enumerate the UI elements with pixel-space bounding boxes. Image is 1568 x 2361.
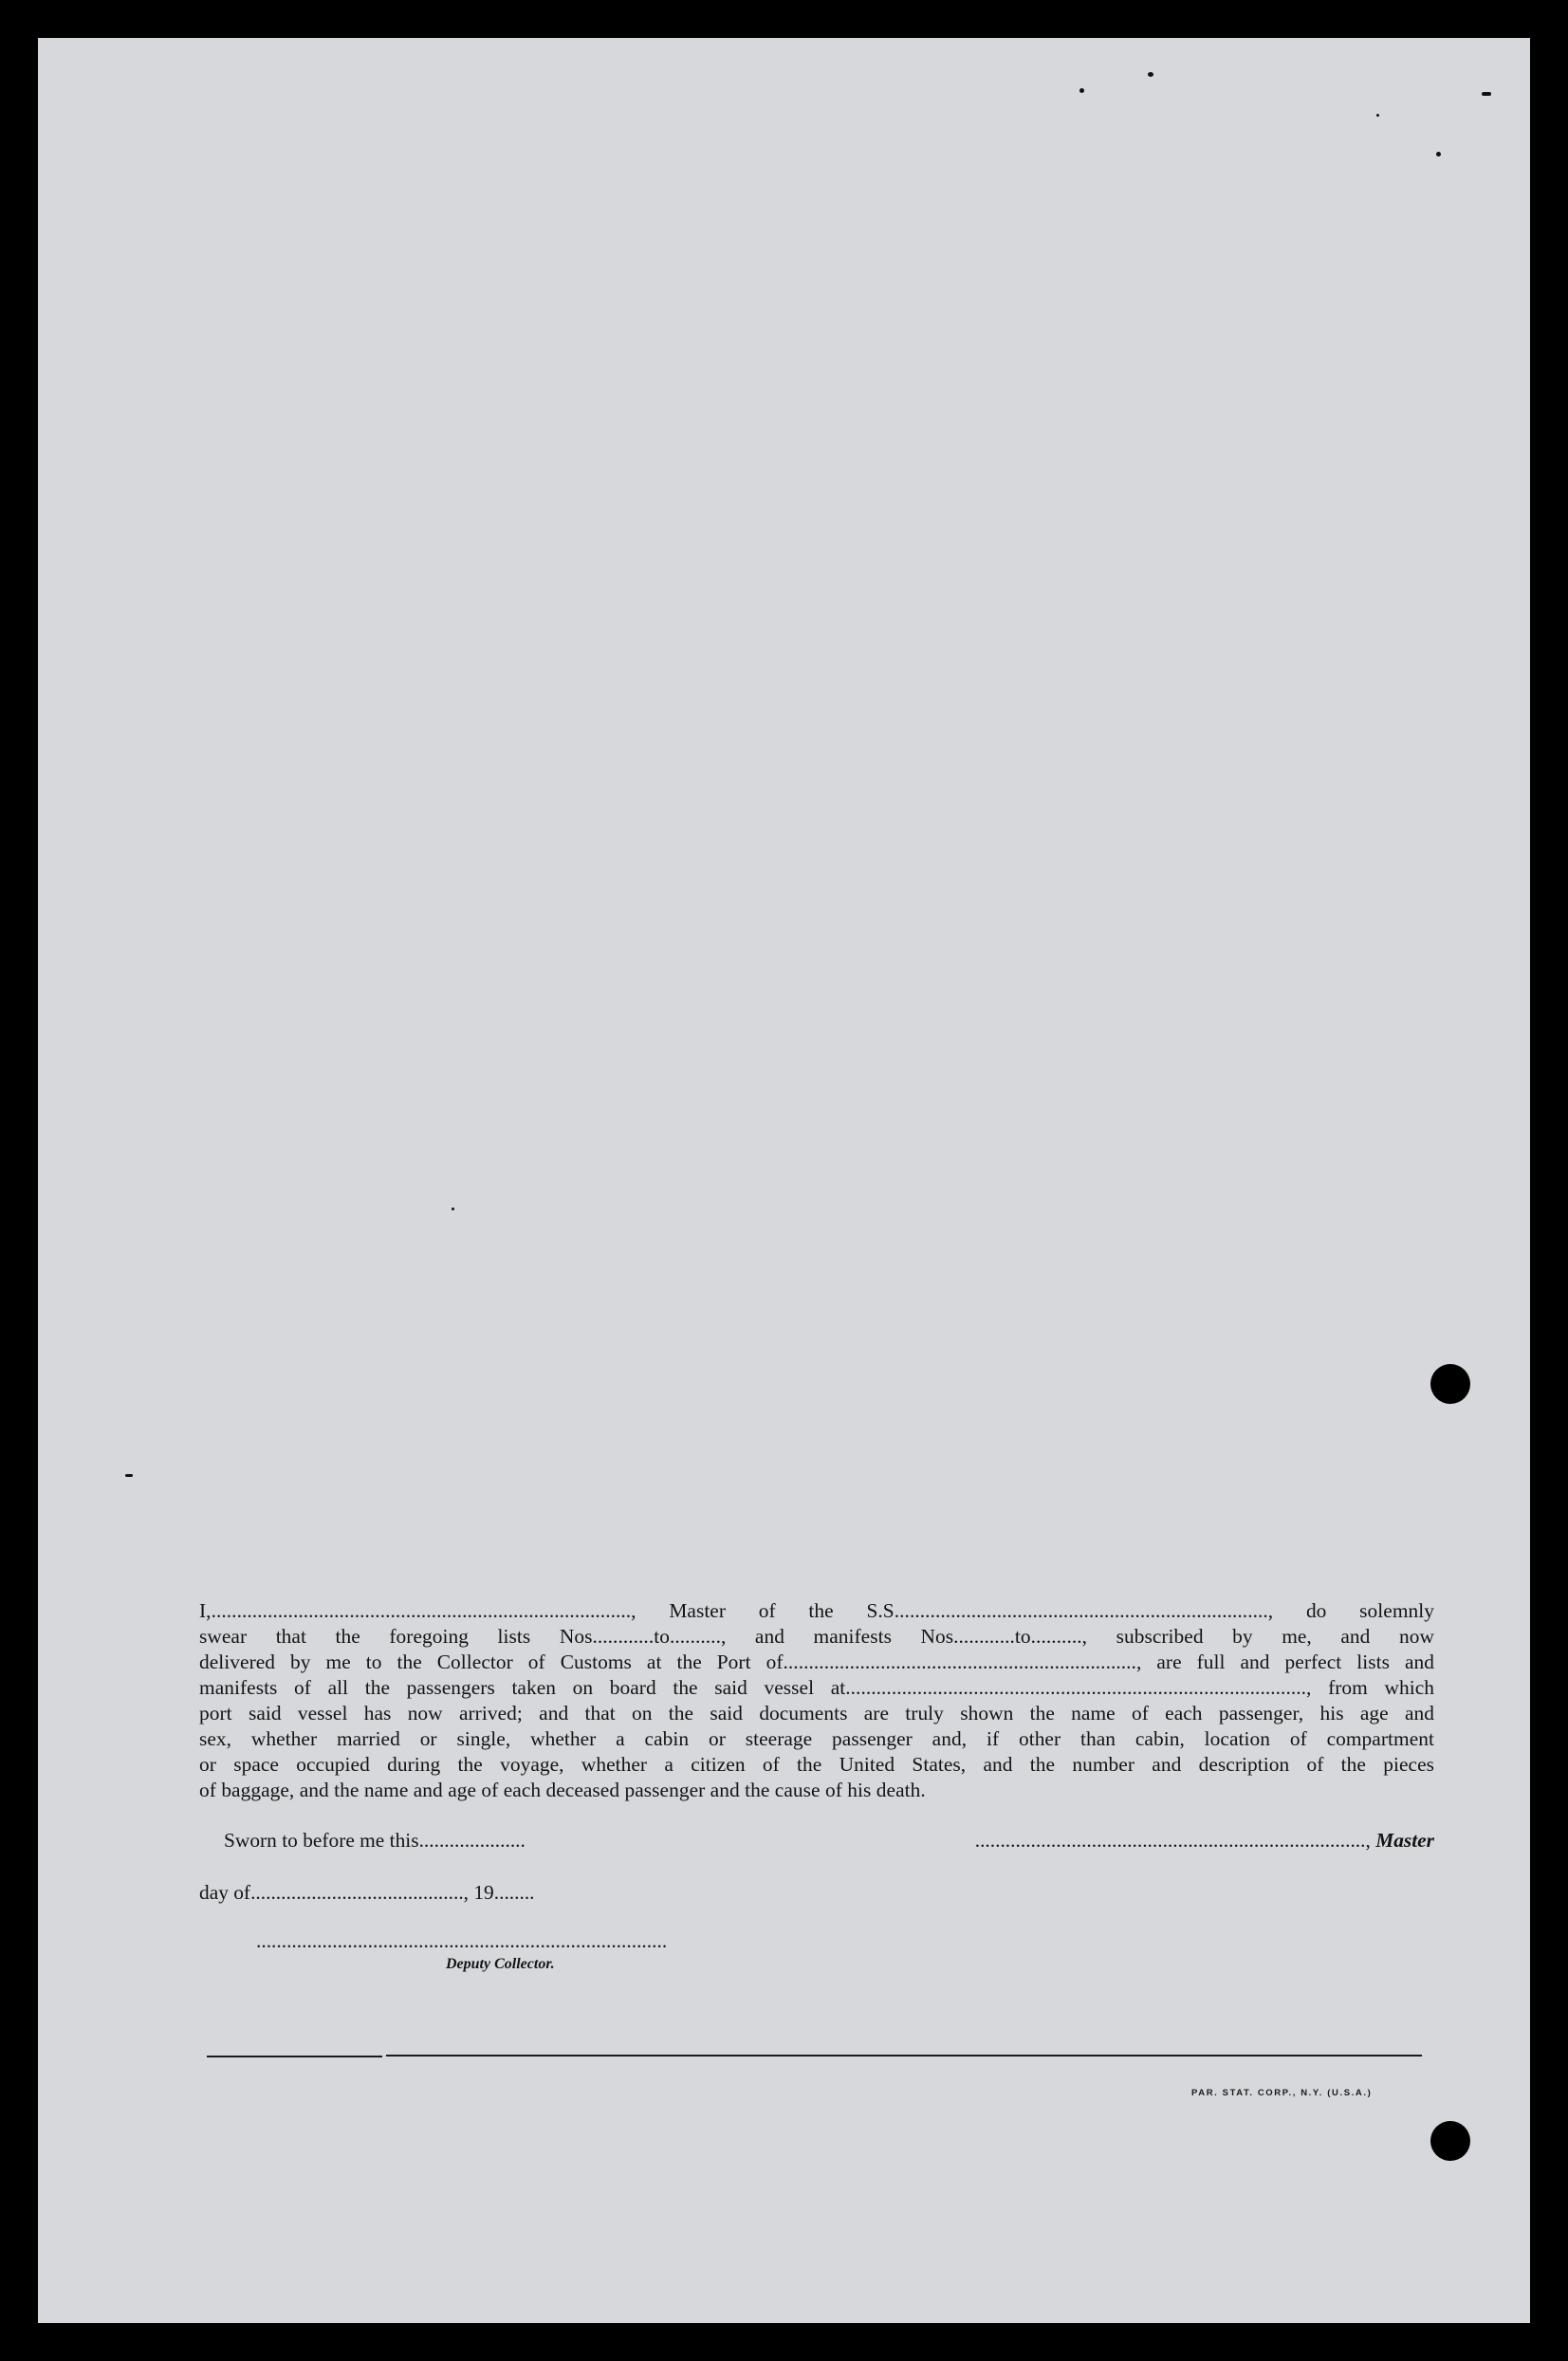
sworn-text: Sworn to before me this	[224, 1829, 419, 1852]
subscribed-label: subscribed by me, and now	[1116, 1625, 1434, 1648]
full-perfect-label: are full and perfect lists and	[1156, 1651, 1435, 1673]
scan-speck	[1482, 92, 1491, 96]
manifest-page	[38, 38, 1530, 2323]
divider-rule	[386, 2055, 1422, 2057]
printer-imprint: PAR. STAT. CORP., N.Y. (U.S.A.)	[1191, 2088, 1373, 2098]
deputy-collector-signature-line: .................................................................................	[256, 1929, 668, 1952]
punch-hole	[1430, 2121, 1470, 2161]
year-prefix: 19	[473, 1881, 494, 1904]
to-label: to	[654, 1625, 670, 1648]
do-solemnly-label: do solemnly	[1305, 1599, 1435, 1622]
scan-speck	[452, 1208, 454, 1210]
oath-i-label: I,	[199, 1599, 212, 1622]
divider-rule	[207, 2056, 382, 2057]
to-label: to	[1014, 1625, 1031, 1648]
punch-hole	[1430, 1364, 1470, 1404]
sworn-row	[199, 1829, 1434, 1857]
vessel-at-label: manifests of all the passengers taken on board the said vessel at	[199, 1676, 846, 1699]
deputy-collector-label: Deputy Collector.	[446, 1956, 555, 1972]
scan-speck	[125, 1474, 133, 1477]
oath-line: manifests of all the passengers taken on board the said vessel at.........................................................................................., from which	[199, 1676, 1434, 1699]
port-of-label: delivered by me to the Collector of Customs at the Port of	[199, 1651, 784, 1673]
oath-line: port said vessel has now arrived; and that on the said documents are truly shown the name of each passenger, his age and	[199, 1702, 1434, 1725]
master-signature-line: ............................................................................., Master	[974, 1829, 1434, 1852]
scan-speck	[1436, 152, 1441, 157]
day-of-label: day of	[199, 1881, 251, 1904]
lists-nos-label: swear that the foregoing lists Nos	[199, 1625, 593, 1648]
manifests-nos-label: and manifests Nos	[754, 1625, 954, 1648]
oath-paragraph	[199, 1598, 1434, 1803]
from-which-label: from which	[1328, 1676, 1434, 1699]
scan-speck	[1079, 88, 1084, 93]
day-of-row: day of.........................................., 19........	[199, 1881, 535, 1904]
master-of-ss-label: Master of the S.S.	[669, 1599, 900, 1622]
scan-speck	[1148, 72, 1153, 77]
oath-line: I,.................................................................................., Master of the S.S........................................................................., do solemnly	[199, 1599, 1435, 1622]
master-label: Master	[1375, 1829, 1434, 1852]
scan-speck	[1376, 114, 1379, 117]
oath-line: delivered by me to the Collector of Customs at the Port of....................................................................., are full and perfect lists and	[199, 1651, 1435, 1673]
oath-line: swear that the foregoing lists Nos............to.........., and manifests Nos............to.........., subscribed by me, and now	[199, 1625, 1434, 1648]
oath-line: sex, whether married or single, whether a cabin or steerage passenger and, if other than cabin, location of compartment	[199, 1727, 1434, 1750]
oath-line: of baggage, and the name and age of each deceased passenger and the cause of his death.	[199, 1779, 926, 1801]
sworn-to-before-me: Sworn to before me this.....................	[224, 1829, 526, 1852]
oath-line: or space occupied during the voyage, whether a citizen of the United States, and the number and description of the pieces	[199, 1753, 1434, 1776]
